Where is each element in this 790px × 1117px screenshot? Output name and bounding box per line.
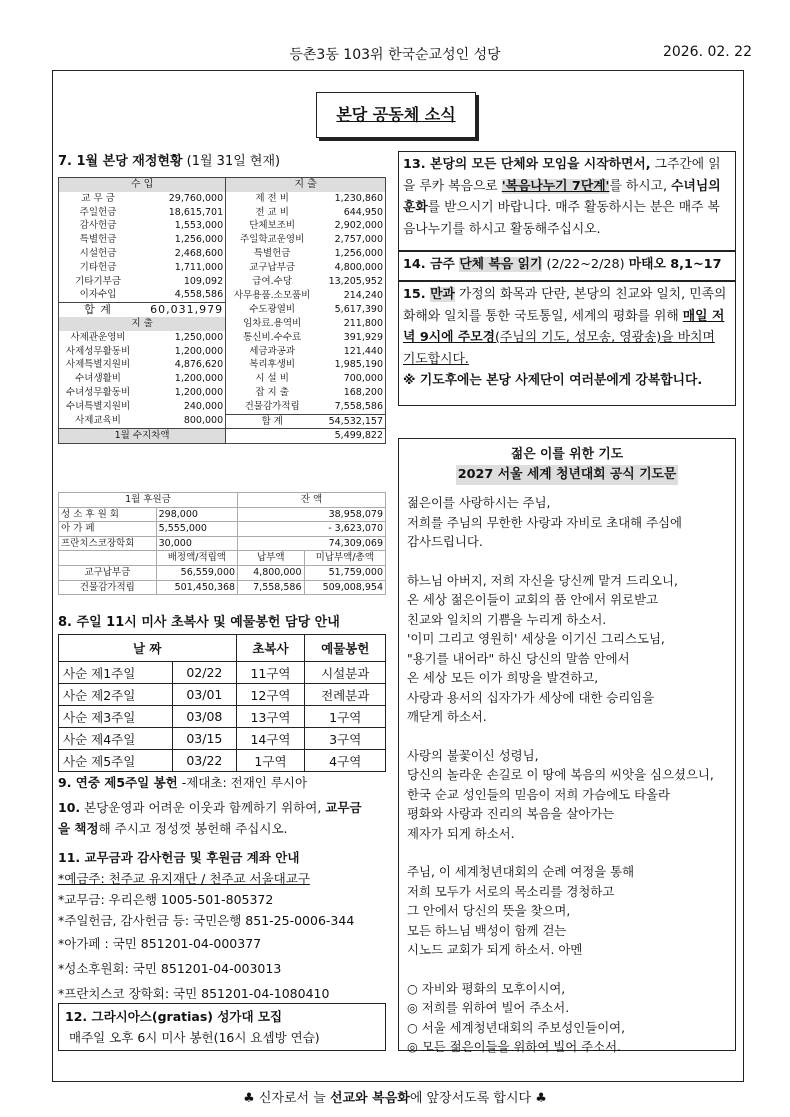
table-row (59, 233, 386, 247)
row-label: 복리후생비 (249, 359, 296, 371)
row-label: 세금과공과 (249, 345, 296, 357)
row-label: 교 무 금 (81, 192, 115, 204)
table-row (59, 261, 386, 275)
row-label: 건물감가적립 (244, 400, 300, 412)
sunday-name: 사순 제3주일 (59, 706, 173, 728)
table-row (59, 219, 386, 233)
offering-group: 시설분과 (305, 662, 386, 684)
row-value: 29,760,000 (137, 192, 226, 206)
server-zone: 12구역 (236, 684, 305, 706)
donation-label: 성 소 후 원 회 (59, 507, 157, 522)
donation-table-wrap (58, 492, 388, 595)
table-row (59, 551, 386, 566)
prayer-line: 젊은이를 사랑하시는 주님, (407, 495, 551, 510)
finance-table-wrap (58, 177, 388, 444)
prayer-stanza (407, 746, 727, 844)
table-row (59, 303, 386, 317)
donation-balance: 38,958,079 (238, 507, 386, 522)
table-row (59, 635, 386, 662)
row-value: 54,532,157 (318, 414, 385, 429)
sunday-date: 03/08 (173, 706, 236, 728)
sunday-name: 사순 제4주일 (59, 728, 173, 750)
offering-group: 3구역 (305, 728, 386, 750)
row-label: 단체보조비 (249, 220, 296, 232)
row-value: 214,240 (343, 289, 383, 301)
row-label: 제 전 비 (255, 192, 289, 204)
bulletin-date: 2026. 02. 22 (662, 44, 752, 60)
sub-row-b: 4,800,000 (238, 565, 304, 580)
prayer-line: ◎ 저희를 위하여 빌어 주소서. (407, 1000, 570, 1015)
row-label: 전 교 비 (255, 206, 289, 218)
server-zone: 14구역 (236, 728, 305, 750)
row-value: 1,256,000 (334, 247, 383, 259)
prayer-line: 당신의 놀라운 손길로 이 땅에 복음의 씨앗을 심으셨으니, (407, 767, 714, 782)
donation-balance: 74,309,069 (238, 536, 386, 551)
table-row (59, 493, 386, 508)
row-value: 4,876,620 (137, 358, 226, 372)
account-line: *아가페 : 국민 851201-04-000377 (58, 936, 262, 951)
table-row (59, 750, 386, 772)
row-value: 211,800 (343, 317, 383, 329)
section-13-box: 13. 본당의 모든 단체와 모임을 시작하면서, 그주간에 읽을 루카 복음으로 '복음나누기 7단계'를 하시고, 수녀님의 훈화를 받으시기 바랍니다. 매주 활동하시는 분은 매주 복음나누기를 하시고 활동해주십시오. (398, 151, 736, 251)
donation-label: 아 가 페 (59, 522, 157, 537)
row-label: 사제교육비 (75, 415, 121, 427)
row-label: 교구납부금 (249, 261, 296, 273)
row-value: 800,000 (137, 414, 226, 429)
row-label: 잡 지 출 (255, 386, 289, 398)
table-row (59, 414, 386, 429)
table-row (59, 206, 386, 220)
section-12-box (58, 1003, 386, 1051)
expense-subheader: 지 출 (59, 317, 226, 331)
row-label: 수녀특별지원비 (65, 401, 131, 412)
section-10: 10. 본당운영과 어려운 이웃과 함께하기 위하여, 교무금 을 책정해 주시고 정성껏 봉헌해 주십시오. (58, 800, 362, 836)
row-value: 700,000 (343, 373, 383, 385)
account-line: *주일헌금, 감사헌금 등: 국민은행 851-25-0006-344 (58, 913, 355, 928)
table-row (59, 728, 386, 750)
row-value: 109,092 (137, 275, 226, 289)
sub-row-c: 51,759,000 (304, 565, 386, 580)
row-label: 수도광열비 (249, 303, 296, 315)
row-label: 사제특별지원비 (65, 359, 131, 371)
expense-header: 지 출 (226, 178, 386, 192)
prayer-box (398, 438, 736, 1054)
page-banner: 본당 공동체 소식 (316, 92, 476, 138)
row-value: 18,615,701 (137, 206, 226, 220)
row-label: 시설헌금 (79, 247, 117, 259)
section-7-title (58, 150, 388, 169)
sunday-name: 사순 제2주일 (59, 684, 173, 706)
balance-value: 5,499,822 (226, 429, 386, 444)
prayer-line: 제자가 되게 하소서. (407, 825, 515, 841)
prayer-stanza (407, 979, 727, 1057)
row-label: 기타기부금 (75, 275, 121, 287)
server-zone: 1구역 (236, 750, 305, 772)
donation-header: 1월 후원금 (59, 493, 238, 508)
prayer-body (407, 493, 727, 1057)
table-row (59, 565, 386, 580)
table-row (59, 178, 386, 192)
sunday-name: 사순 제5주일 (59, 750, 173, 772)
row-value: 1,256,000 (137, 233, 226, 247)
sunday-date: 02/22 (173, 662, 236, 684)
prayer-subtitle: 2027 서울 세계 청년대회 공식 기도문 (456, 465, 679, 485)
sub-row-c: 509,008,954 (304, 580, 386, 595)
table-row (59, 429, 386, 444)
prayer-line: "용기를 내어라" 하신 당신의 말씀 안에서 (407, 650, 630, 666)
sub-row-b: 7,558,586 (238, 580, 304, 595)
finance-table (58, 177, 386, 444)
row-label: 사제관운영비 (70, 331, 126, 343)
finance-subtitle: (1월 31일 현재) (182, 154, 281, 169)
table-row (59, 275, 386, 289)
row-value: 1,553,000 (137, 219, 226, 233)
balance-label: 1월 수지차액 (59, 429, 226, 444)
row-label: 임차료.용역비 (243, 317, 302, 329)
donation-value: 30,000 (156, 536, 237, 551)
prayer-line: 시노드 교회가 되게 하소서. 아멘 (407, 942, 583, 957)
section-12-text: 매주일 오후 6시 미사 봉헌(16시 요셉방 연습) (69, 1030, 320, 1045)
prayer-line: 감사드립니다. (407, 534, 483, 549)
row-value: 1,200,000 (137, 386, 226, 400)
row-value: 1,200,000 (137, 345, 226, 359)
row-value: 1,985,190 (334, 359, 383, 371)
prayer-line: ◎ 모든 젊은이들을 위하여 빌어 주소서. (407, 1039, 621, 1054)
prayer-line: 사랑의 불꽃이신 성령님, (407, 747, 539, 763)
prayer-line: 그 안에서 당신의 뜻을 찾으며, (407, 903, 571, 918)
row-label: 기타헌금 (79, 261, 117, 273)
row-label: 주일헌금 (79, 206, 117, 218)
row-value: 1,250,000 (137, 331, 226, 345)
row-label: 시 설 비 (255, 373, 289, 385)
balance-header: 잔 액 (238, 493, 386, 508)
prayer-line: 저희 모두가 서로의 목소리를 경청하고 (407, 883, 615, 899)
table-row (59, 536, 386, 551)
account-line: *예금주: 천주교 유지재단 / 천주교 서울대교구 (58, 871, 310, 886)
table-row (59, 372, 386, 386)
footer-motto: ♣ 신자로서 늘 선교와 복음화에 앞장서도록 합시다 ♣ (243, 1091, 547, 1106)
sunday-date: 03/22 (173, 750, 236, 772)
row-label: 수녀생활비 (75, 373, 121, 385)
offering-group: 전례분과 (305, 684, 386, 706)
donation-table (58, 492, 386, 595)
table-row (59, 400, 386, 414)
row-value: 2,757,000 (334, 234, 383, 246)
row-value: 1,200,000 (137, 372, 226, 386)
account-line: *교무금: 우리은행 1005-501-805372 (58, 892, 274, 907)
row-value: 644,950 (343, 206, 383, 218)
section-15-box: 15. 만과 가정의 화목과 단란, 본당의 친교와 일치, 민족의 화해와 일치를 통한 국토통일, 세계의 평화를 위해 매일 저녁 9시에 주모경(주님의 기도, 성모송, 영광송)을 바치며 기도합시다. ※ 기도후에는 본당 사제단이 여러분에게 강복합니다. (398, 281, 736, 406)
row-value: 240,000 (137, 400, 226, 414)
row-value: 1,230,860 (334, 192, 383, 204)
section-8-title: 8. 주일 11시 미사 초복사 및 예물봉헌 담당 안내 (58, 615, 340, 630)
table-row (59, 358, 386, 372)
row-value: 13,205,952 (328, 275, 383, 287)
schedule-table (58, 634, 386, 772)
finance-title: 7. 1월 본당 재정현황 (58, 154, 183, 169)
sub-row-a: 501,450,368 (156, 580, 237, 595)
prayer-line: 온 세상 모든 이가 희망을 발견하고, (407, 670, 599, 685)
row-value: 2,468,600 (137, 247, 226, 261)
row-label: 사무용품.소모품비 (233, 289, 311, 301)
row-value: 168,200 (343, 386, 383, 398)
prayer-line: 주님, 이 세계청년대회의 순례 여정을 통해 (407, 864, 635, 879)
account-line: *성소후원회: 국민 851201-04-003013 (58, 961, 282, 976)
sub-header: 납부액 (238, 551, 304, 566)
table-row (59, 247, 386, 261)
sub-header: 미납부액/총액 (304, 551, 386, 566)
offering-group: 4구역 (305, 750, 386, 772)
server-header: 초복사 (236, 635, 305, 662)
prayer-line: 저희를 주님의 무한한 사랑과 자비로 초대해 주심에 (407, 514, 682, 530)
offering-header: 예물봉헌 (305, 635, 386, 662)
table-row (59, 317, 386, 331)
sub-row-a: 56,559,000 (156, 565, 237, 580)
table-row (59, 345, 386, 359)
table-row (59, 288, 386, 302)
row-label: 합 계 (59, 303, 138, 317)
row-label: 사제성무활동비 (65, 345, 131, 357)
table-row (59, 507, 386, 522)
row-label: 특별헌금 (253, 247, 291, 259)
table-row (59, 522, 386, 537)
sunday-date: 03/01 (173, 684, 236, 706)
section-11-title: 11. 교무금과 감사헌금 및 후원금 계좌 안내 (58, 850, 300, 865)
server-zone: 11구역 (236, 662, 305, 684)
sunday-name: 사순 제1주일 (59, 662, 173, 684)
income-header: 수 입 (59, 178, 226, 192)
row-value: 1,711,000 (137, 261, 226, 275)
row-label: 주일학교운영비 (240, 234, 305, 246)
row-value: 7,558,586 (334, 400, 383, 412)
prayer-line: 평화와 사랑과 진리의 복음을 살아가는 (407, 806, 615, 821)
prayer-line: 하느님 아버지, 저희 자신을 당신께 맡겨 드리오니, (407, 572, 678, 588)
section-14-box: 14. 금주 단체 복음 읽기 (2/22~2/28) 마태오 8,1~17 (398, 251, 736, 281)
prayer-line: 친교와 일치의 기쁨을 누리게 하소서. (407, 611, 607, 627)
prayer-line: 온 세상 젊은이들이 교회의 품 안에서 위로받고 (407, 592, 659, 607)
prayer-line: 깨닫게 하소서. (407, 709, 487, 724)
schedule-table-wrap (58, 634, 388, 772)
row-label: 통신비.수수료 (243, 331, 302, 343)
table-row (59, 706, 386, 728)
section-9-text: -제대초: 전재인 루시아 (177, 775, 308, 790)
prayer-line: '이미 그리고 영원히' 세상을 이기신 그리스도님, (407, 631, 665, 646)
section-11 (58, 847, 393, 1006)
donation-value: 298,000 (156, 507, 237, 522)
donation-value: 5,555,000 (156, 522, 237, 537)
row-label: 합 계 (226, 414, 319, 429)
section-9 (58, 772, 388, 793)
table-row (59, 662, 386, 684)
row-label: 특별헌금 (79, 234, 117, 246)
prayer-line: 사랑과 용서의 십자가가 세상에 대한 승리임을 (407, 689, 655, 705)
row-value: 121,440 (343, 345, 383, 357)
table-row (59, 580, 386, 595)
table-row (59, 192, 386, 206)
donation-label: 프란치스코장학회 (59, 536, 157, 551)
sub-row-label: 교구납부금 (59, 565, 157, 580)
row-value: 391,929 (343, 331, 383, 343)
sub-row-label: 건물감가적립 (59, 580, 157, 595)
sub-header: 배정액/적립액 (156, 551, 237, 566)
prayer-stanza (407, 571, 727, 727)
row-value: 2,902,000 (334, 220, 383, 232)
blank-cell (59, 551, 157, 566)
table-row (59, 386, 386, 400)
row-value: 4,558,586 (137, 288, 226, 302)
prayer-line: ○ 서울 세계청년대회의 주보성인들이여, (407, 1019, 626, 1035)
row-value: 5,617,390 (334, 303, 383, 315)
account-line: *프란치스코 장학회: 국민 851201-04-1080410 (58, 986, 330, 1001)
row-value: 4,800,000 (334, 261, 383, 273)
prayer-stanza (407, 862, 727, 960)
row-label: 수녀성무활동비 (65, 386, 131, 398)
section-12-title: 12. 그라시아스(gratias) 성가대 모집 (65, 1009, 283, 1024)
section-9-title: 9. 연중 제5주일 봉헌 (58, 775, 178, 790)
table-row (59, 331, 386, 345)
account-list (58, 868, 393, 1006)
row-label: 급여.수당 (252, 275, 292, 287)
row-value: 60,031,979 (137, 303, 226, 317)
sunday-date: 03/15 (173, 728, 236, 750)
parish-name: 등촌3동 103위 한국순교성인 성당 (289, 47, 501, 63)
prayer-line: 한국 순교 성인들의 믿음이 저희 가슴에도 타올라 (407, 786, 671, 802)
offering-group: 1구역 (305, 706, 386, 728)
date-header: 날 짜 (59, 635, 237, 662)
row-label: 감사헌금 (79, 220, 117, 232)
prayer-title: 젊은 이를 위한 기도 (510, 447, 624, 462)
prayer-line: ○ 자비와 평화의 모후이시여, (407, 980, 566, 996)
server-zone: 13구역 (236, 706, 305, 728)
prayer-stanza (407, 493, 727, 552)
prayer-line: 모든 하느님 백성이 함께 걷는 (407, 922, 567, 938)
row-label: 이자수입 (79, 289, 117, 301)
table-row (59, 684, 386, 706)
donation-balance: - 3,623,070 (238, 522, 386, 537)
